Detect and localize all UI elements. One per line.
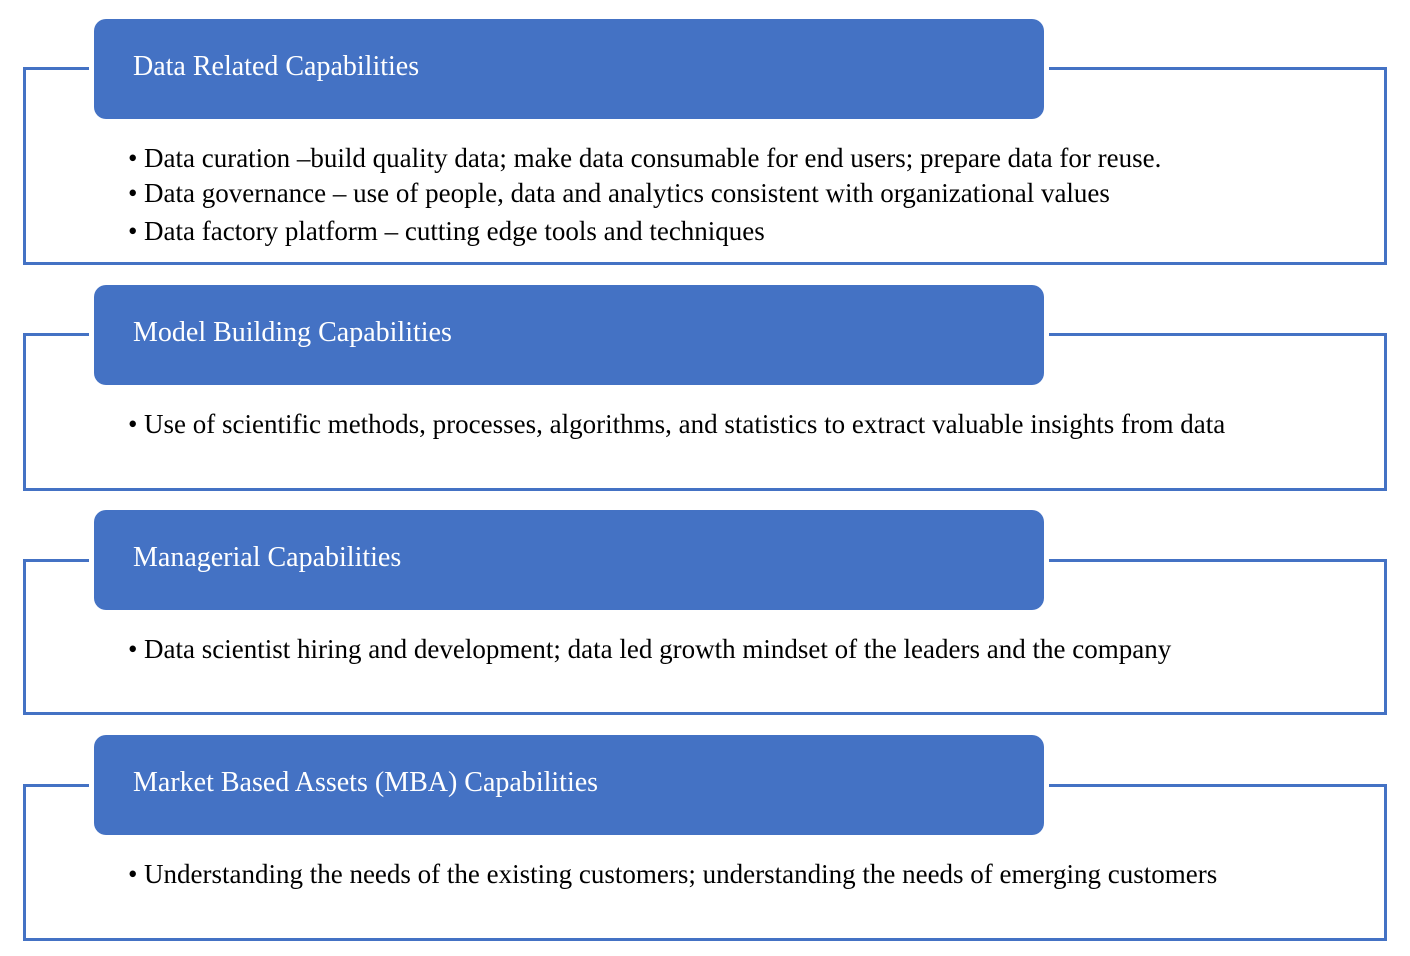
bullet-text: Understanding the needs of the existing customers; understanding the needs of emerging customers — [144, 859, 1218, 889]
bullet-list — [128, 858, 1228, 890]
section-title: Data Related Capabilities — [133, 51, 420, 82]
bullet-list — [128, 142, 1308, 247]
bullet-item — [128, 177, 1308, 209]
section-title: Market Based Assets (MBA) Capabilities — [133, 767, 599, 798]
bullet-text: Data governance – use of people, data and analytics consistent with organizational values — [144, 178, 1110, 208]
bullet-dot-icon: • — [128, 216, 138, 246]
section-title: Model Building Capabilities — [133, 317, 452, 348]
section-header-model-building — [94, 285, 1044, 385]
section-header-market-based-assets — [94, 735, 1044, 835]
bullet-item — [128, 633, 1188, 665]
bullet-list — [128, 633, 1188, 665]
bullet-dot-icon: • — [128, 859, 138, 889]
bullet-text: Data curation –build quality data; make data consumable for end users; prepare data for reuse. — [144, 143, 1162, 173]
section-header-data-related — [94, 19, 1044, 119]
bullet-dot-icon: • — [128, 409, 138, 439]
bullet-item — [128, 142, 1308, 174]
bullet-item — [128, 858, 1228, 890]
bullet-dot-icon: • — [128, 143, 138, 173]
bullet-list — [128, 408, 1238, 440]
bullet-dot-icon: • — [128, 634, 138, 664]
section-header-managerial — [94, 510, 1044, 610]
section-title: Managerial Capabilities — [133, 542, 402, 573]
bullet-item — [128, 215, 1308, 247]
bullet-dot-icon: • — [128, 178, 138, 208]
bullet-text: Data scientist hiring and development; data led growth mindset of the leaders and the company — [144, 634, 1172, 664]
bullet-item — [128, 408, 1238, 440]
bullet-text: Use of scientific methods, processes, algorithms, and statistics to extract valuable insights from data — [144, 409, 1226, 439]
bullet-text: Data factory platform – cutting edge tools and techniques — [144, 216, 765, 246]
